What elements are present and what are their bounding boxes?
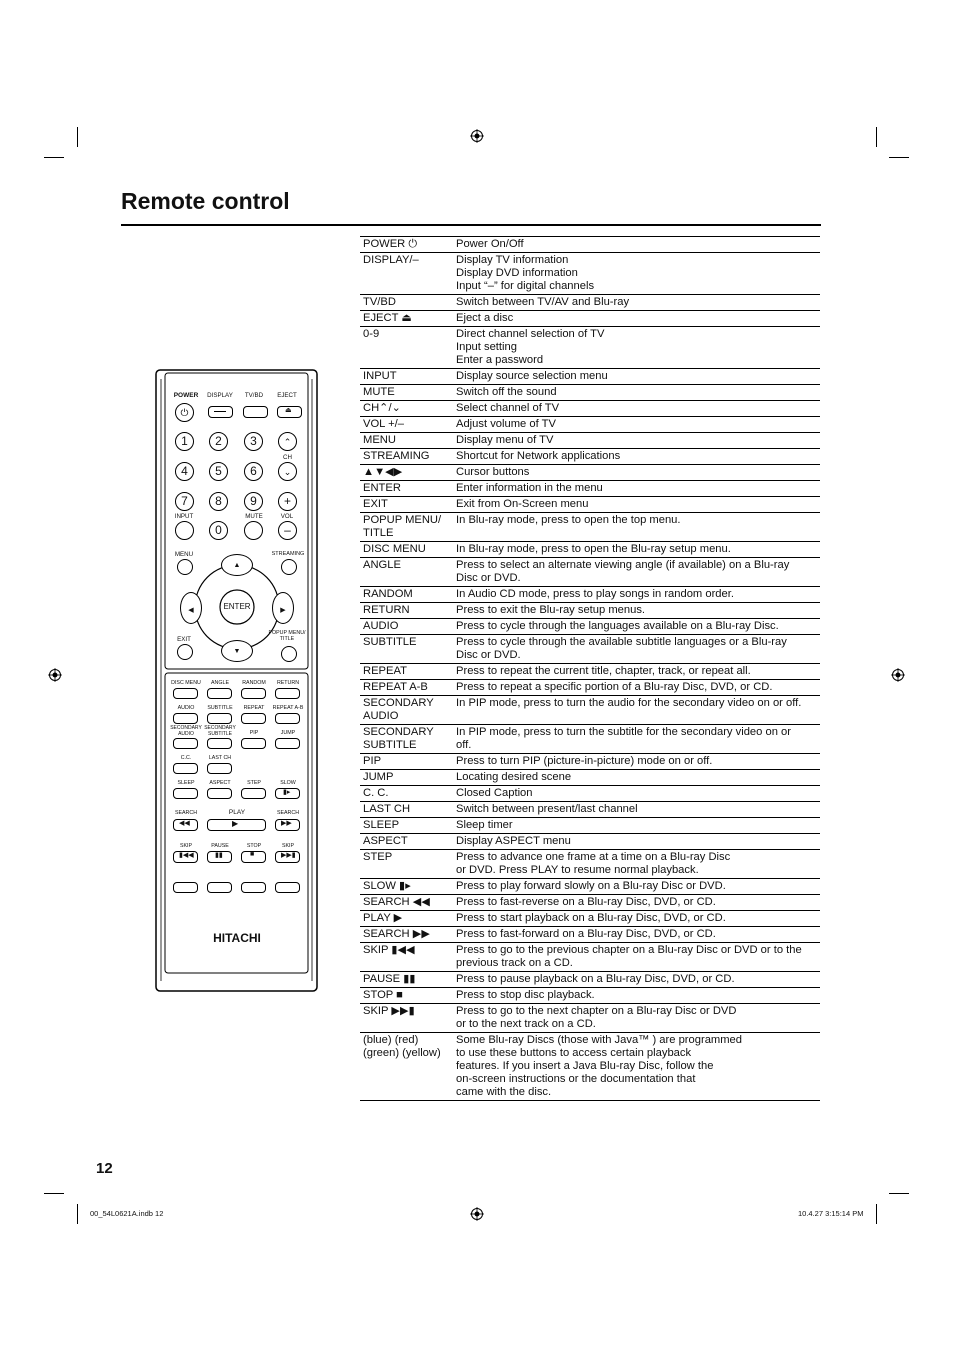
- table-row: [360, 619, 820, 635]
- exit-button[interactable]: [177, 644, 193, 660]
- stop-button[interactable]: [241, 851, 266, 863]
- button-description-cell: Press to repeat the current title, chapter, track, or repeat all.: [453, 664, 820, 680]
- volume-up-button[interactable]: [278, 492, 297, 511]
- blue-button[interactable]: [173, 882, 198, 893]
- pause-label: PAUSE: [211, 843, 229, 849]
- display-button[interactable]: [208, 406, 233, 418]
- button-description-cell: Display TV information Display DVD information Input “–” for digital channels: [453, 253, 820, 295]
- table-row: [360, 818, 820, 834]
- digit-8-button[interactable]: 8: [209, 492, 228, 511]
- display-label: DISPLAY: [207, 392, 233, 399]
- button-name-cell: INPUT: [360, 369, 453, 385]
- search-reverse-label: SEARCH: [174, 810, 198, 816]
- cc-label: C.C.: [180, 755, 192, 761]
- return-button[interactable]: [275, 688, 300, 699]
- fast-forward-icon: ▶▶: [281, 820, 292, 827]
- stop-icon: ■: [250, 851, 255, 858]
- button-description-cell: Power On/Off: [453, 237, 820, 253]
- yellow-button[interactable]: [275, 882, 300, 893]
- button-name-cell: EJECT ⏏: [360, 311, 453, 327]
- button-description-cell: Press to fast-reverse on a Blu-ray Disc, DVD, or CD.: [453, 895, 820, 911]
- pause-icon: ▮▮: [215, 852, 223, 859]
- secondary-subtitle-label: SECONDARY SUBTITLE: [204, 725, 236, 737]
- angle-label: ANGLE: [211, 680, 229, 686]
- tvbd-label: TV/BD: [244, 392, 264, 399]
- digit-2-button[interactable]: 2: [209, 432, 228, 451]
- table-row: [360, 911, 820, 927]
- button-name-cell: (blue) (red) (green) (yellow): [360, 1033, 453, 1101]
- cursor-up-button[interactable]: [221, 554, 253, 576]
- button-description-cell: Press to stop disc playback.: [453, 988, 820, 1004]
- table-row: [360, 369, 820, 385]
- table-row: [360, 635, 820, 664]
- button-description-cell: Press to turn PIP (picture-in-picture) mode on or off.: [453, 754, 820, 770]
- table-row: [360, 943, 820, 972]
- cc-button[interactable]: [173, 763, 198, 774]
- button-description-cell: Cursor buttons: [453, 465, 820, 481]
- plus-icon: +: [283, 494, 291, 508]
- cursor-down-button[interactable]: [221, 640, 253, 662]
- pip-button[interactable]: [241, 738, 266, 749]
- table-row: [360, 587, 820, 603]
- eject-label: EJECT: [277, 392, 297, 399]
- arrow-right-icon: ▶: [280, 607, 286, 614]
- table-row: [360, 385, 820, 401]
- button-name-cell: SECONDARY AUDIO: [360, 696, 453, 725]
- jump-label: JUMP: [280, 730, 296, 736]
- channel-up-button[interactable]: [278, 432, 297, 451]
- button-description-cell: Exit from On-Screen menu: [453, 497, 820, 513]
- crop-mark: [876, 1204, 877, 1224]
- pip-label: PIP: [249, 730, 259, 736]
- table-row: [360, 558, 820, 587]
- registration-mark-icon: [48, 668, 62, 682]
- disc-menu-button[interactable]: [173, 688, 198, 699]
- button-description-cell: Direct channel selection of TV Input setting Enter a password: [453, 327, 820, 369]
- button-reference-table: [360, 236, 820, 1101]
- table-row: [360, 327, 820, 369]
- power-label: POWER: [173, 392, 199, 399]
- audio-label: AUDIO: [177, 705, 195, 711]
- last-ch-label: LAST CH: [208, 755, 232, 761]
- button-description-cell: Press to fast-forward on a Blu-ray Disc, DVD, or CD.: [453, 927, 820, 943]
- mute-label: MUTE: [245, 513, 263, 520]
- button-name-cell: RANDOM: [360, 587, 453, 603]
- pause-button[interactable]: [207, 851, 232, 863]
- crop-mark: [77, 127, 78, 147]
- input-label: INPUT: [174, 513, 194, 520]
- button-description-cell: Press to start playback on a Blu-ray Disc, DVD, or CD.: [453, 911, 820, 927]
- button-name-cell: POPUP MENU/ TITLE: [360, 513, 453, 542]
- table-row: [360, 770, 820, 786]
- search-reverse-button[interactable]: [173, 819, 198, 831]
- table-row: [360, 433, 820, 449]
- stop-label: STOP: [246, 843, 262, 849]
- random-button[interactable]: [241, 688, 266, 699]
- crop-mark: [889, 1193, 909, 1194]
- angle-button[interactable]: [207, 688, 232, 699]
- crop-mark: [44, 157, 64, 158]
- skip-forward-button[interactable]: [275, 851, 300, 863]
- digit-5-button[interactable]: 5: [209, 462, 228, 481]
- button-name-cell: ▲▼◀▶: [360, 465, 453, 481]
- button-description-cell: Display source selection menu: [453, 369, 820, 385]
- table-row: [360, 988, 820, 1004]
- table-row: [360, 237, 820, 253]
- button-name-cell: MENU: [360, 433, 453, 449]
- table-row: [360, 664, 820, 680]
- table-row: [360, 481, 820, 497]
- ch-label: CH: [283, 454, 292, 461]
- digit-6-button[interactable]: 6: [244, 462, 263, 481]
- skip-forward-label: SKIP: [281, 843, 295, 849]
- table-row: [360, 542, 820, 558]
- random-label: RANDOM: [242, 680, 266, 686]
- power-icon: ⏻: [180, 408, 189, 419]
- repeat-label: REPEAT: [243, 705, 265, 711]
- button-description-cell: Eject a disc: [453, 311, 820, 327]
- registration-mark-icon: [891, 668, 905, 682]
- button-description-cell: In Blu-ray mode, press to open the Blu-ray setup menu.: [453, 542, 820, 558]
- table-row: [360, 449, 820, 465]
- table-row: [360, 1004, 820, 1033]
- button-name-cell: REPEAT A-B: [360, 680, 453, 696]
- skip-back-button[interactable]: [173, 851, 198, 863]
- tvbd-button[interactable]: [243, 406, 268, 418]
- button-name-cell: ANGLE: [360, 558, 453, 587]
- menu-label: MENU: [174, 551, 194, 558]
- table-row: [360, 311, 820, 327]
- button-name-cell: DISPLAY/–: [360, 253, 453, 295]
- button-name-cell: C. C.: [360, 786, 453, 802]
- table-row: [360, 401, 820, 417]
- button-description-cell: Switch between present/last channel: [453, 802, 820, 818]
- return-label: RETURN: [276, 680, 300, 686]
- digit-4-button[interactable]: 4: [175, 462, 194, 481]
- table-row: [360, 1033, 820, 1101]
- repeat-ab-button[interactable]: [275, 713, 300, 724]
- play-label: PLAY: [228, 809, 246, 816]
- play-button[interactable]: [207, 819, 266, 831]
- button-description-cell: Sleep timer: [453, 818, 820, 834]
- button-description-cell: In Blu-ray mode, press to open the top menu.: [453, 513, 820, 542]
- footer-file-info: 00_54L0621A.indb 12: [90, 1209, 164, 1218]
- chevron-down-icon: ⌄: [283, 467, 292, 477]
- button-description-cell: Display menu of TV: [453, 433, 820, 449]
- red-button[interactable]: [207, 882, 232, 893]
- button-description-cell: Press to go to the next chapter on a Blu-ray Disc or DVD or to the next track on a CD.: [453, 1004, 820, 1033]
- minus-icon: –: [284, 523, 291, 537]
- page-number: 12: [96, 1160, 113, 1177]
- crop-mark: [77, 1204, 78, 1224]
- button-description-cell: Press to play forward slowly on a Blu-ray Disc or DVD.: [453, 879, 820, 895]
- digit-7-button[interactable]: 7: [175, 492, 194, 511]
- repeat-ab-label: REPEAT A-B: [272, 705, 304, 711]
- button-description-cell: Display ASPECT menu: [453, 834, 820, 850]
- volume-down-button[interactable]: [278, 521, 297, 540]
- button-name-cell: PLAY ▶: [360, 911, 453, 927]
- button-description-cell: Locating desired scene: [453, 770, 820, 786]
- digit-0-button[interactable]: 0: [209, 521, 228, 540]
- subtitle-label: SUBTITLE: [207, 705, 233, 711]
- popup-menu-button[interactable]: [281, 646, 297, 662]
- button-name-cell: SUBTITLE: [360, 635, 453, 664]
- last-ch-button[interactable]: [207, 763, 232, 774]
- crop-mark: [44, 1193, 64, 1194]
- aspect-label: ASPECT: [209, 780, 231, 786]
- exit-label: EXIT: [177, 636, 191, 643]
- button-description-cell: Closed Caption: [453, 786, 820, 802]
- table-row: [360, 895, 820, 911]
- popup-label: POPUP MENU/ TITLE: [268, 630, 306, 642]
- crop-mark: [876, 127, 877, 147]
- button-name-cell: DISC MENU: [360, 542, 453, 558]
- button-description-cell: Select channel of TV: [453, 401, 820, 417]
- step-label: STEP: [247, 780, 261, 786]
- button-name-cell: AUDIO: [360, 619, 453, 635]
- arrow-left-icon: ◀: [188, 607, 194, 614]
- sleep-button[interactable]: [173, 788, 198, 799]
- button-name-cell: STEP: [360, 850, 453, 879]
- button-name-cell: RETURN: [360, 603, 453, 619]
- registration-mark-icon: [470, 1207, 484, 1221]
- table-row: [360, 680, 820, 696]
- button-name-cell: 0-9: [360, 327, 453, 369]
- remote-illustration: [155, 369, 318, 992]
- secondary-audio-label: SECONDARY AUDIO: [170, 725, 202, 737]
- rewind-icon: ◀◀: [179, 820, 190, 827]
- eject-icon: ⏏: [285, 407, 292, 414]
- button-description-cell: Adjust volume of TV: [453, 417, 820, 433]
- button-name-cell: SLEEP: [360, 818, 453, 834]
- table-row: [360, 417, 820, 433]
- registration-mark-icon: [470, 129, 484, 143]
- button-description-cell: In PIP mode, press to turn the subtitle for the secondary video on or off.: [453, 725, 820, 754]
- button-name-cell: SLOW ▮▸: [360, 879, 453, 895]
- button-name-cell: SKIP ▶▶▮: [360, 1004, 453, 1033]
- arrow-up-icon: ▲: [233, 562, 241, 569]
- search-forward-button[interactable]: [275, 819, 300, 831]
- eject-button[interactable]: [277, 406, 302, 418]
- button-name-cell: VOL +/–: [360, 417, 453, 433]
- button-name-cell: CH⌃/⌄: [360, 401, 453, 417]
- skip-back-icon: ▮◀◀: [179, 852, 194, 859]
- button-name-cell: SKIP ▮◀◀: [360, 943, 453, 972]
- page-title: Remote control: [121, 188, 290, 214]
- button-name-cell: REPEAT: [360, 664, 453, 680]
- vol-label: VOL: [280, 513, 294, 520]
- button-description-cell: Switch off the sound: [453, 385, 820, 401]
- green-button[interactable]: [241, 882, 266, 893]
- button-description-cell: Some Blu-ray Discs (those with Java™ ) are programmed to use these buttons to access certain playback features. If you insert a Java Blu-ray Disc, follow the on-screen instructions or the documentation that came with the disc.: [453, 1033, 820, 1101]
- aspect-button[interactable]: [207, 788, 232, 799]
- table-row: [360, 696, 820, 725]
- button-description-cell: Press to advance one frame at a time on a Blu-ray Disc or DVD. Press PLAY to resume normal playback.: [453, 850, 820, 879]
- secondary-audio-button[interactable]: [173, 738, 198, 749]
- digit-1-button[interactable]: 1: [175, 432, 194, 451]
- chevron-up-icon: ⌃: [283, 437, 292, 447]
- table-row: [360, 513, 820, 542]
- button-name-cell: LAST CH: [360, 802, 453, 818]
- table-row: [360, 253, 820, 295]
- channel-down-button[interactable]: [278, 462, 297, 481]
- table-row: [360, 802, 820, 818]
- table-row: [360, 972, 820, 988]
- footer-timestamp: 10.4.27 3:15:14 PM: [798, 1209, 864, 1218]
- button-description-cell: Shortcut for Network applications: [453, 449, 820, 465]
- cursor-right-button[interactable]: [272, 592, 294, 624]
- digit-9-button[interactable]: 9: [244, 492, 263, 511]
- digit-3-button[interactable]: 3: [244, 432, 263, 451]
- button-description-cell: In Audio CD mode, press to play songs in random order.: [453, 587, 820, 603]
- mute-button[interactable]: [244, 521, 263, 540]
- button-description-cell: Press to repeat a specific portion of a Blu-ray Disc, DVD, or CD.: [453, 680, 820, 696]
- button-description-cell: Press to cycle through the languages available on a Blu-ray Disc.: [453, 619, 820, 635]
- button-name-cell: STOP ■: [360, 988, 453, 1004]
- input-button[interactable]: [175, 521, 194, 540]
- disc-menu-label: DISC MENU: [171, 680, 201, 686]
- table-row: [360, 879, 820, 895]
- button-description-cell: Enter information in the menu: [453, 481, 820, 497]
- jump-button[interactable]: [275, 738, 300, 749]
- cursor-left-button[interactable]: [180, 592, 202, 624]
- table-row: [360, 725, 820, 754]
- button-description-cell: In PIP mode, press to turn the audio for the secondary video on or off.: [453, 696, 820, 725]
- table-row: [360, 295, 820, 311]
- button-description-cell: Press to select an alternate viewing angle (if available) on a Blu-ray Disc or DVD.: [453, 558, 820, 587]
- table-row: [360, 465, 820, 481]
- crop-mark: [889, 157, 909, 158]
- table-row: [360, 850, 820, 879]
- button-name-cell: SEARCH ▶▶: [360, 927, 453, 943]
- button-name-cell: POWER ⏻: [360, 237, 453, 253]
- search-forward-label: SEARCH: [276, 810, 300, 816]
- play-icon: ▶: [232, 819, 239, 828]
- streaming-button[interactable]: [281, 559, 297, 575]
- button-description-cell: Press to pause playback on a Blu-ray Disc, DVD, or CD.: [453, 972, 820, 988]
- button-name-cell: ASPECT: [360, 834, 453, 850]
- slow-label: SLOW: [280, 780, 296, 786]
- table-row: [360, 603, 820, 619]
- streaming-label: STREAMING: [271, 551, 305, 557]
- button-description-cell: Press to go to the previous chapter on a Blu-ray Disc or DVD or to the previous track on a CD.: [453, 943, 820, 972]
- button-name-cell: MUTE: [360, 385, 453, 401]
- dash-icon: [214, 411, 226, 412]
- slow-icon: ▮▸: [283, 789, 291, 796]
- button-name-cell: STREAMING: [360, 449, 453, 465]
- subtitle-button[interactable]: [207, 713, 232, 724]
- button-name-cell: PAUSE ▮▮: [360, 972, 453, 988]
- button-description-cell: Press to cycle through the available subtitle languages or a Blu-ray Disc or DVD.: [453, 635, 820, 664]
- table-row: [360, 786, 820, 802]
- slow-button[interactable]: [275, 788, 300, 799]
- secondary-subtitle-button[interactable]: [207, 738, 232, 749]
- button-name-cell: PIP: [360, 754, 453, 770]
- step-button[interactable]: [241, 788, 266, 799]
- button-description-cell: Switch between TV/AV and Blu-ray: [453, 295, 820, 311]
- arrow-down-icon: ▼: [233, 648, 241, 655]
- button-name-cell: EXIT: [360, 497, 453, 513]
- table-row: [360, 754, 820, 770]
- skip-forward-icon: ▶▶▮: [281, 852, 296, 859]
- button-name-cell: ENTER: [360, 481, 453, 497]
- table-row: [360, 834, 820, 850]
- menu-button[interactable]: [177, 559, 193, 575]
- brand-logo: HITACHI: [213, 931, 261, 945]
- button-description-cell: Press to exit the Blu-ray setup menus.: [453, 603, 820, 619]
- table-row: [360, 497, 820, 513]
- sleep-label: SLEEP: [177, 780, 195, 786]
- audio-button[interactable]: [173, 713, 198, 724]
- title-rule: [121, 224, 821, 226]
- button-name-cell: SECONDARY SUBTITLE: [360, 725, 453, 754]
- skip-back-label: SKIP: [179, 843, 193, 849]
- power-button[interactable]: [175, 403, 194, 422]
- button-name-cell: SEARCH ◀◀: [360, 895, 453, 911]
- enter-button[interactable]: ENTER: [223, 602, 251, 611]
- button-name-cell: JUMP: [360, 770, 453, 786]
- repeat-button[interactable]: [241, 713, 266, 724]
- button-name-cell: TV/BD: [360, 295, 453, 311]
- table-row: [360, 927, 820, 943]
